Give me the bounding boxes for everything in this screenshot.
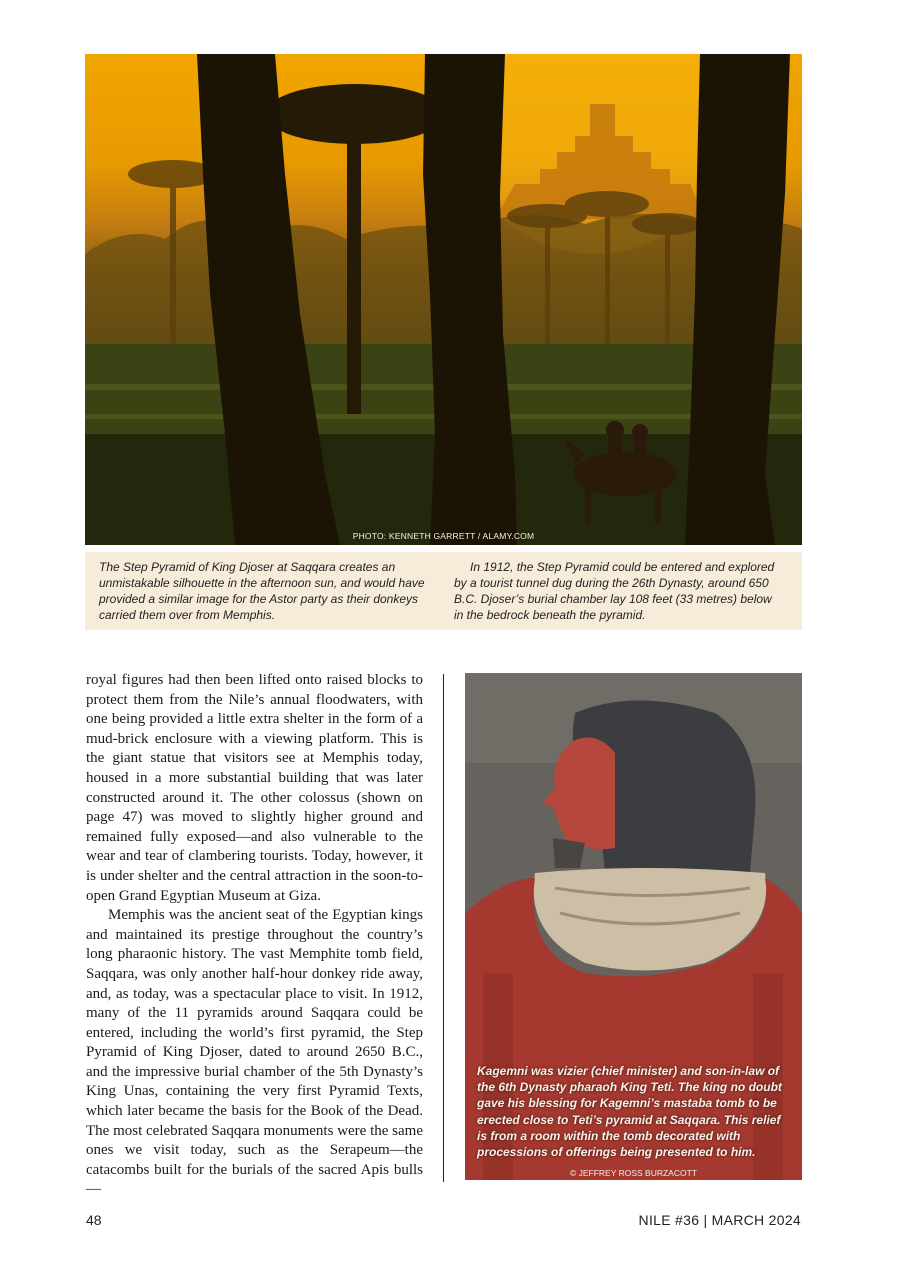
paragraph: royal figures had then been lifted onto raised blocks to protect them from the Nile’s annual floodwaters, with one being provided a little extra shelter in the form of a mud-brick enclosure with a viewing platform. This is the giant statue that visitors see at Memphis today, housed in a more substantial building that was later constructed around it. The other colossus (shown on page 47) was moved to slightly higher ground and remained fully exposed—and also vulnerable to the wear and tear of clambering tourists. Today, however, it is under shelter and the central attraction in the soon-to-open Grand Egyptian Museum at Giza. [86,672,423,904]
caption-right: In 1912, the Step Pyramid could be entered and explored by a tourist tunnel dug during the 26th Dynasty, around 650 B.C. Djoser’s burial chamber lay 108 feet (33 metres) below in the bedrock beneath the pyramid. [454,560,775,622]
relief-caption: Kagemni was vizier (chief minister) and son-in-law of the 6th Dynasty pharaoh King Teti. The king no doubt gave his blessing for Kagemni’s mastaba tomb to be erected close to Teti’s pyramid at Saqqara. This relief is from a room within the tomb decorated with processions of offerings being presented to him. [477,1064,782,1160]
issue-info: NILE #36 | MARCH 2024 [638,1212,801,1228]
page-number: 48 [86,1212,102,1228]
photo-caption-box [85,552,802,630]
article-body [86,671,423,1200]
step-pyramid-illustration [85,54,802,545]
column-divider [443,674,444,1182]
photo-credit: © JEFFREY ROSS BURZACOTT [569,1168,697,1178]
step-pyramid-photo [85,54,802,545]
photo-credit: PHOTO: KENNETH GARRETT / ALAMY.COM [352,531,535,541]
kagemni-relief-photo [465,673,802,1180]
caption-left: The Step Pyramid of King Djoser at Saqqara creates an unmistakable silhouette in the afternoon sun, and would have provided a similar image for the Astor party as their donkeys carried them over from Memphis. [99,560,425,622]
paragraph: Memphis was the ancient seat of the Egyptian kings and maintained its prestige throughout the country’s long pharaonic history. The vast Memphite tomb field, Saqqara, was only another half-hour donkey ride away, and, as today, was a spectacular place to visit. In 1912, many of the 11 pyramids around Saqqara could be entered, including the world’s first pyramid, the Step Pyramid of King Djoser, dated to around 2650 B.C., and the impressive burial chamber of the 5th Dynasty’s King Unas, containing the very first Pyramid Texts, which later became the basis for the Book of the Dead. The most celebrated Saqqara monuments were the same ones we visit today, such as the Serapeum—the catacombs built for the burials of the sacred Apis bulls— [86,907,423,1198]
